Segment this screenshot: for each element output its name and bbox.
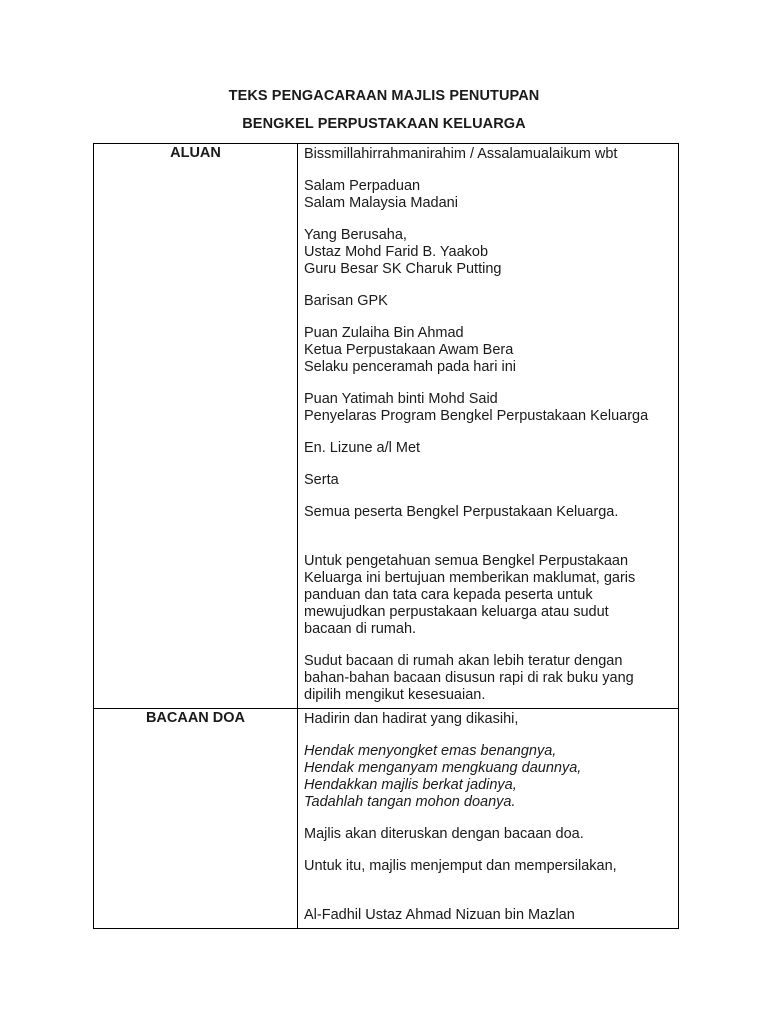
paragraph	[304, 293, 672, 310]
paragraph	[304, 178, 672, 212]
text-line: Guru Besar SK Charuk Putting	[304, 261, 502, 277]
text-line: Selaku penceramah pada hari ini	[304, 359, 516, 375]
pantun-verse	[304, 743, 672, 811]
text-line: Salam Malaysia Madani	[304, 195, 458, 211]
paragraph	[304, 711, 672, 728]
text-line: Al-Fadhil Ustaz Ahmad Nizuan bin Mazlan	[304, 907, 575, 923]
paragraph	[304, 472, 672, 489]
paragraph	[304, 826, 672, 843]
paragraph	[304, 146, 672, 163]
text-line: Untuk pengetahuan semua Bengkel Perpustakaan	[304, 553, 629, 569]
text-line: Puan Zulaiha Bin Ahmad	[304, 325, 464, 341]
text-line: Sudut bacaan di rumah akan lebih teratur dengan	[304, 653, 623, 669]
text-line: En. Lizune a/l Met	[304, 440, 421, 456]
paragraph	[304, 325, 672, 376]
text-line: Penyelaras Program Bengkel Perpustakaan Keluarga	[304, 408, 649, 424]
text-line: Ustaz Mohd Farid B. Yaakob	[304, 244, 489, 260]
text-line: panduan dan tata cara kepada peserta untuk	[304, 587, 593, 603]
paragraph	[304, 227, 672, 278]
paragraph	[304, 391, 672, 425]
text-line: Keluarga ini bertujuan memberikan maklumat, garis	[304, 570, 636, 586]
section-row-aluan	[94, 144, 679, 709]
text-line: Untuk itu, majlis menjemput dan mempersilakan,	[304, 858, 617, 874]
text-line: bahan-bahan bacaan disusun rapi di rak buku yang	[304, 670, 634, 686]
text-line: bacaan di rumah.	[304, 621, 417, 637]
section-row-bacaan-doa	[94, 709, 679, 929]
text-line: Salam Perpaduan	[304, 178, 421, 194]
script-table	[93, 143, 679, 929]
text-line: dipilih mengikut kesesuaian.	[304, 687, 486, 703]
paragraph	[304, 440, 672, 457]
paragraph	[304, 653, 672, 704]
section-label: ALUAN	[94, 144, 298, 709]
section-content	[298, 144, 679, 709]
text-line: Semua peserta Bengkel Perpustakaan Keluarga.	[304, 504, 619, 520]
text-line: Tadahlah tangan mohon doanya.	[304, 794, 516, 810]
text-line: Hendak menganyam mengkuang daunnya,	[304, 760, 582, 776]
document-subtitle: BENGKEL PERPUSTAKAAN KELUARGA	[242, 116, 526, 132]
text-line: Hadirin dan hadirat yang dikasihi,	[304, 711, 519, 727]
text-line: Hendakkan majlis berkat jadinya,	[304, 777, 517, 793]
paragraph	[304, 907, 672, 924]
paragraph	[304, 504, 672, 521]
paragraph	[304, 553, 672, 638]
document-title: TEKS PENGACARAAN MAJLIS PENUTUPAN	[228, 88, 540, 104]
section-label: BACAAN DOA	[94, 709, 298, 929]
text-line: Majlis akan diteruskan dengan bacaan doa.	[304, 826, 584, 842]
paragraph	[304, 858, 672, 875]
text-line: Puan Yatimah binti Mohd Said	[304, 391, 498, 407]
text-line: Serta	[304, 472, 339, 488]
text-line: Bissmillahirrahmanirahim / Assalamualaikum wbt	[304, 146, 618, 162]
text-line: Hendak menyongket emas benangnya,	[304, 743, 557, 759]
text-line: Ketua Perpustakaan Awam Bera	[304, 342, 514, 358]
text-line: Yang Berusaha,	[304, 227, 407, 243]
section-content	[298, 709, 679, 929]
text-line: mewujudkan perpustakaan keluarga atau sudut	[304, 604, 609, 620]
text-line: Barisan GPK	[304, 293, 388, 309]
